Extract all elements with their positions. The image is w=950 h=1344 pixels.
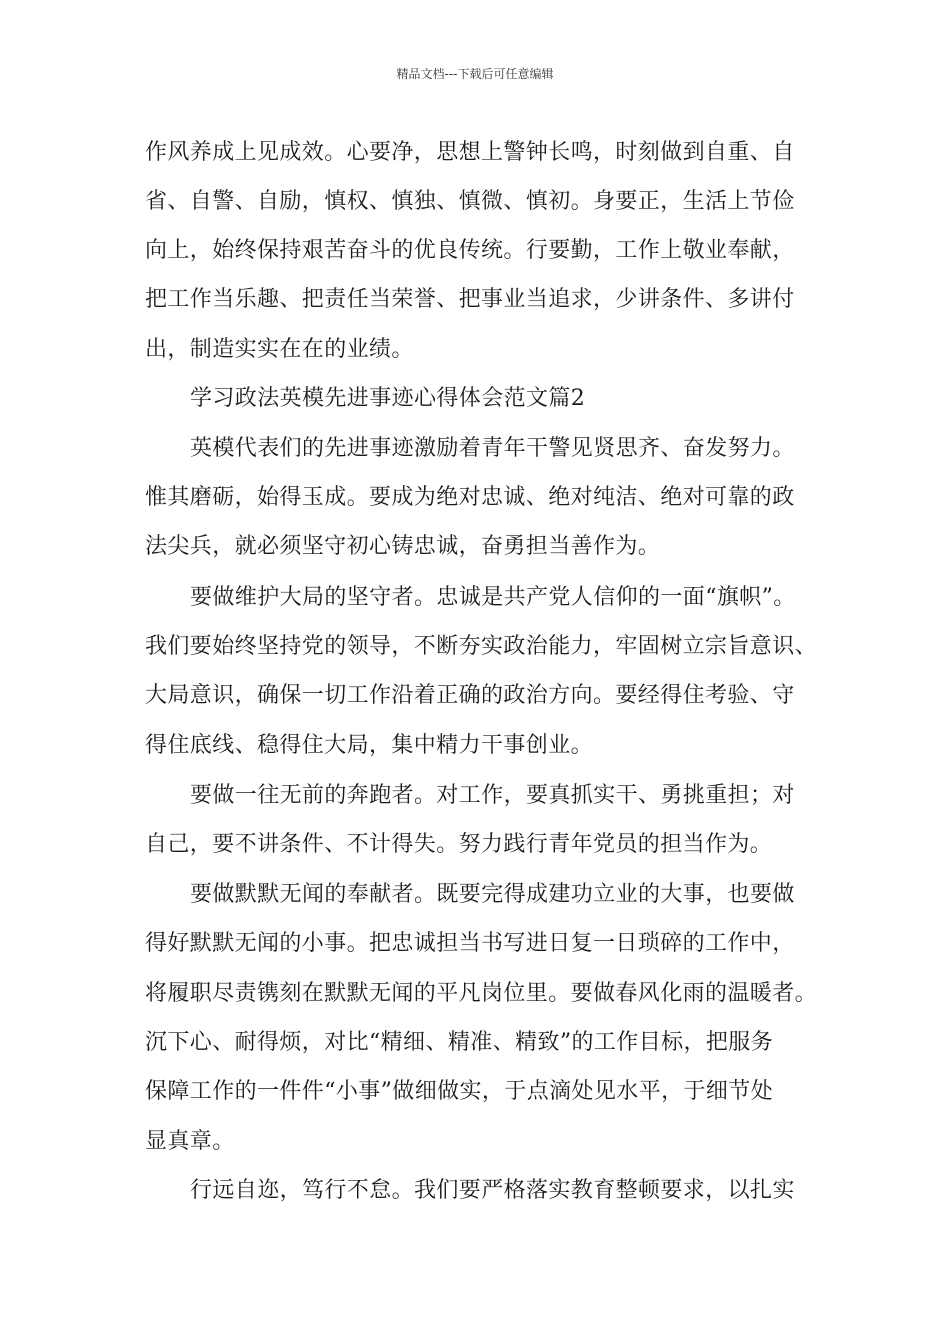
text-line: 向上，始终保持艰苦奋斗的优良传统。行要勤，工作上敬业奉献， xyxy=(145,238,795,263)
text-line: 保障工作的一件件“小事”做细做实，于点滴处见水平，于细节处 xyxy=(145,1079,774,1104)
text-line: 作风养成上见成效。心要净，思想上警钟长鸣，时刻做到自重、自 xyxy=(145,140,795,165)
text-line: 我们要始终坚持党的领导，不断夯实政治能力，牢固树立宗旨意识、 xyxy=(145,634,818,659)
text-line: 要做一往无前的奔跑者。对工作，要真抓实干、勇挑重担；对 xyxy=(190,783,795,808)
section-title: 学习政法英模先进事迹心得体会范文篇2 xyxy=(190,386,586,411)
text-line: 惟其磨砺，始得玉成。要成为绝对忠诚、绝对纯洁、绝对可靠的政 xyxy=(145,485,795,510)
text-line: 得好默默无闻的小事。把忠诚担当书写进日复一日琐碎的工作中， xyxy=(145,931,795,956)
text-line: 把工作当乐趣、把责任当荣誉、把事业当追求，少讲条件、多讲付 xyxy=(145,287,795,312)
text-line: 英模代表们的先进事迹激励着青年干警见贤思齐、奋发努力。 xyxy=(190,436,795,461)
text-line: 法尖兵，就必须坚守初心铸忠诚，奋勇担当善作为。 xyxy=(145,534,661,559)
text-line: 自己，要不讲条件、不计得失。努力践行青年党员的担当作为。 xyxy=(145,832,773,857)
text-line: 将履职尽责镌刻在默默无闻的平凡岗位里。要做春风化雨的温暖者。 xyxy=(145,981,818,1006)
text-line: 要做维护大局的坚守者。忠诚是共产党人信仰的一面“旗帜”。 xyxy=(190,585,796,610)
text-line: 出，制造实实在在的业绩。 xyxy=(145,337,414,362)
text-line: 要做默默无闻的奉献者。既要完得成建功立业的大事，也要做 xyxy=(190,882,795,907)
text-line: 行远自迩，笃行不怠。我们要严格落实教育整顿要求，以扎实 xyxy=(190,1178,795,1203)
page-header: 精品文档---下载后可任意编辑 xyxy=(396,67,554,81)
text-line: 大局意识，确保一切工作沿着正确的政治方向。要经得住考验、守 xyxy=(145,683,795,708)
text-line: 沉下心、耐得烦，对比“精细、精准、精致”的工作目标，把服务 xyxy=(145,1030,774,1055)
text-line: 显真章。 xyxy=(145,1129,235,1154)
text-line: 省、自警、自励，慎权、慎独、慎微、慎初。身要正，生活上节俭 xyxy=(145,189,795,214)
text-line: 得住底线、稳得住大局，集中精力干事创业。 xyxy=(145,733,594,758)
